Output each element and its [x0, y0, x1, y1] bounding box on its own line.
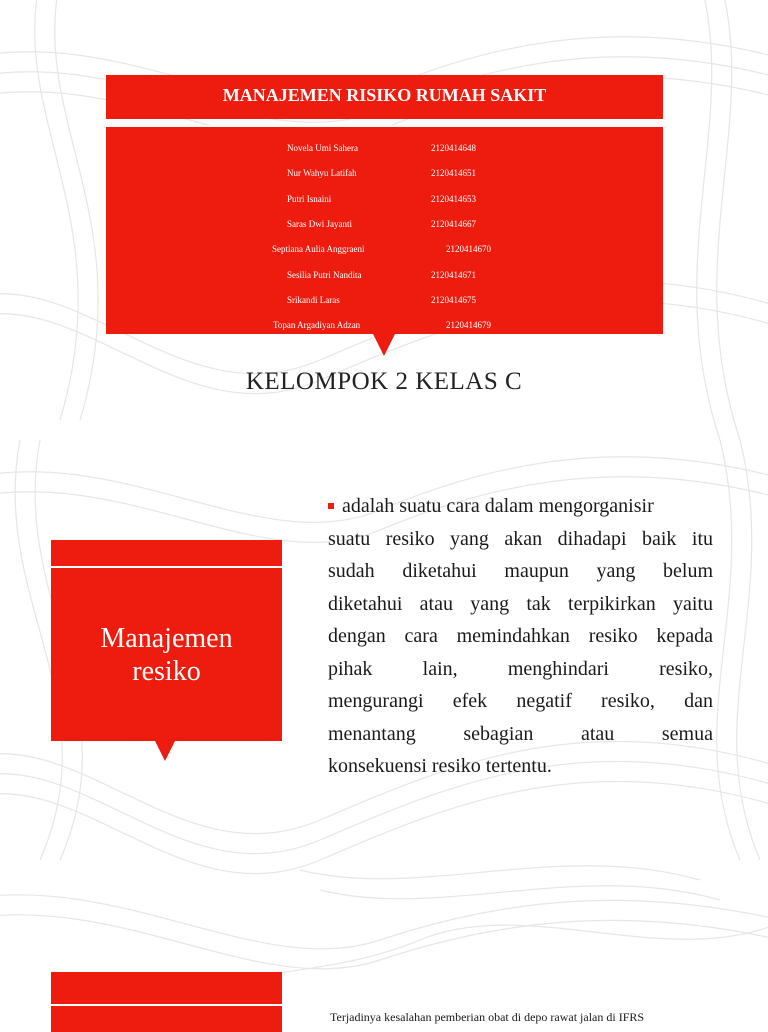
- member-name: Srikandi Laras: [287, 295, 340, 305]
- paragraph-line: menantang sebagian atau semua: [328, 722, 713, 745]
- paragraph-line: sudah diketahui maupun yang belum: [328, 560, 713, 582]
- pointer-arrow: [155, 741, 175, 761]
- member-nim: 2120414648: [431, 143, 476, 153]
- member-nim: 2120414679: [446, 320, 491, 330]
- section-title-line: Manajemen: [100, 623, 233, 654]
- member-name: Saras Dwi Jayanti: [287, 219, 352, 229]
- paragraph-line: suatu resiko yang akan dihadapi baik itu: [328, 527, 713, 550]
- member-row: [106, 166, 663, 180]
- section-title: [51, 622, 282, 688]
- paragraph-line: mengurangi efek negatif resiko, dan: [328, 690, 713, 712]
- title-banner: [106, 75, 663, 119]
- member-name: Topan Argadiyan Adzan: [273, 320, 361, 330]
- section-title-line: resiko: [132, 656, 201, 687]
- slide-definition: [0, 432, 768, 864]
- member-nim: 2120414667: [431, 219, 476, 229]
- member-row: [106, 242, 663, 256]
- member-row: [106, 293, 663, 307]
- paragraph-line: konsekuensi resiko tertentu.: [328, 755, 552, 777]
- divider: [51, 566, 282, 568]
- member-nim: 2120414670: [446, 244, 491, 254]
- presentation-title: MANAJEMEN RISIKO RUMAH SAKIT: [222, 85, 547, 105]
- definition-paragraph: [328, 490, 713, 783]
- member-row: [106, 192, 663, 206]
- member-nim: 2120414653: [431, 194, 476, 204]
- divider: [106, 125, 663, 127]
- member-name: Nur Wahyu Latifah: [287, 168, 357, 178]
- member-nim: 2120414671: [431, 270, 476, 280]
- section-card: [51, 972, 282, 1032]
- paragraph-line: diketahui atau yang tak terpikirkan yaitu: [328, 592, 713, 615]
- section-card: [51, 540, 282, 741]
- divider: [51, 1004, 282, 1006]
- members-panel: [106, 125, 663, 334]
- paragraph-line: pihak lain, menghindari resiko,: [328, 657, 713, 680]
- pointer-arrow: [373, 334, 395, 356]
- member-nim: 2120414675: [431, 295, 476, 305]
- member-row: [106, 217, 663, 231]
- member-name: Putri Isnaini: [287, 194, 332, 204]
- slide-title: [0, 0, 768, 432]
- paragraph-text: adalah suatu cara dalam mengorganisir: [342, 495, 654, 517]
- member-name: Sesilia Putri Nandita: [287, 270, 362, 280]
- member-name: Novela Umi Sahera: [287, 143, 358, 153]
- member-name: Septiana Aulia Anggraeni: [272, 244, 365, 254]
- slide-snippet-text: Terjadinya kesalahan pemberian obat di depo rawat jalan di IFRS: [330, 1010, 645, 1024]
- member-nim: 2120414651: [431, 168, 476, 178]
- member-row: [106, 318, 663, 332]
- member-row: [106, 268, 663, 282]
- paragraph-line: dengan cara memindahkan resiko kepada: [328, 625, 713, 647]
- member-row: [106, 141, 663, 155]
- paragraph-line: [328, 490, 713, 523]
- slide-partial: [0, 864, 768, 1024]
- group-subtitle: KELOMPOK 2 KELAS C: [245, 368, 523, 395]
